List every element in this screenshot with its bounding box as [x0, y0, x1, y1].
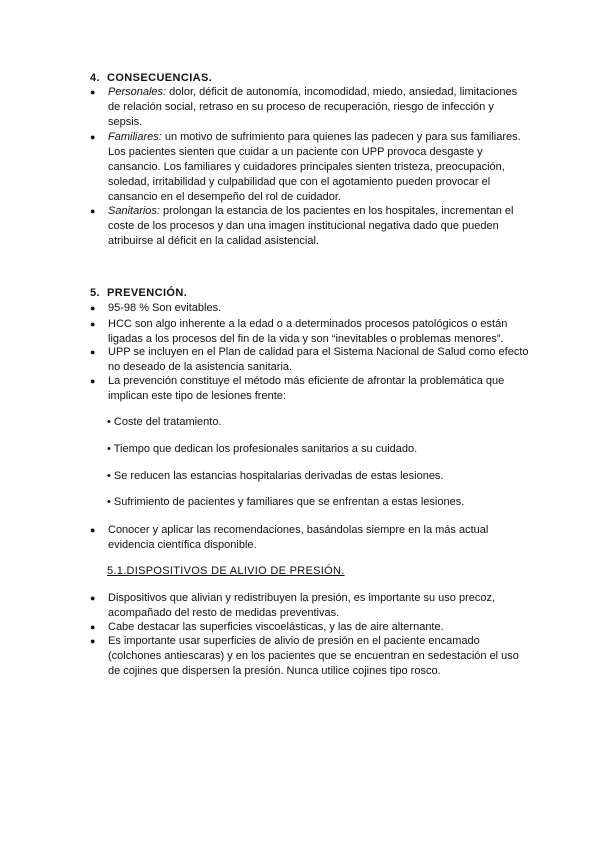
- bullet-icon: ●: [90, 132, 96, 142]
- device-item: [90, 634, 530, 679]
- consequence-sanitary-label: Sanitarios:: [108, 205, 160, 217]
- section-4-title: CONSECUENCIAS.: [107, 72, 213, 84]
- consequence-sanitary-text: prolongan la estancia de los pacientes en los hospitales, incrementan el coste de los procesos y dan una imagen institucional negativa dado que pueden atribuirse al déficit en la calidad asistencial.: [108, 205, 514, 247]
- consequence-family-item: [90, 130, 530, 205]
- prevention-item: [90, 345, 530, 375]
- device-item: [90, 591, 530, 621]
- prevention-item: [90, 317, 530, 347]
- bullet-icon: ●: [90, 206, 96, 216]
- device-item-text: Cabe destacar las superficies viscoelásticas, y las de aire alternante.: [108, 621, 444, 633]
- prevention-subitem: • Sufrimiento de pacientes y familiares que se enfrentan a estas lesiones.: [107, 496, 465, 508]
- device-item: [90, 620, 530, 635]
- bullet-icon: ●: [90, 525, 96, 535]
- prevention-item-text: UPP se incluyen en el Plan de calidad para el Sistema Nacional de Salud como efecto no deseado de la asistencia sanitaria.: [108, 346, 529, 373]
- consequence-family-text: un motivo de sufrimiento para quienes las padecen y para sus familiares. Los pacientes sienten que cuidar a un paciente con UPP provoca desgaste y cansancio. Los familiares y cuidadores principales sienten tristeza, preocupación, soledad, irritabilidad y culpabilidad que con el agotamiento pueden provocar el cansancio en el desempeño del rol de cuidador.: [108, 131, 521, 203]
- prevention-subitem: • Se reducen las estancias hospitalarias derivadas de estas lesiones.: [107, 470, 444, 482]
- bullet-icon: ●: [90, 319, 96, 329]
- bullet-icon: ●: [90, 636, 96, 646]
- prevention-item: [90, 374, 530, 404]
- section-4-heading: [90, 71, 212, 85]
- prevention-item-text: 95-98 % Son evitables.: [108, 302, 222, 314]
- consequence-personal-item: [90, 85, 530, 130]
- prevention-subitem: • Coste del tratamiento.: [107, 416, 222, 428]
- section-5-1-heading: 5.1.DISPOSITIVOS DE ALIVIO DE PRESIÓN.: [107, 565, 345, 577]
- bullet-icon: ●: [90, 87, 96, 97]
- section-4-number: 4.: [90, 72, 100, 84]
- bullet-icon: ●: [90, 303, 96, 313]
- consequence-personal-label: Personales:: [108, 86, 167, 98]
- bullet-icon: ●: [90, 376, 96, 386]
- section-5-number: 5.: [90, 287, 100, 299]
- prevention-item: [90, 301, 530, 316]
- device-item-text: Es importante usar superficies de alivio de presión en el paciente encamado (colchones antiescaras) y en los pacientes que se encuentran en sedestación el uso de cojines que dispersen la presión. Nunca utilice cojines tipo rosco.: [108, 635, 519, 677]
- consequence-personal-text: dolor, déficit de autonomía, incomodidad, miedo, ansiedad, limitaciones de relación social, retraso en su proceso de recuperación, riesgo de infección y sepsis.: [108, 86, 518, 128]
- bullet-icon: ●: [90, 622, 96, 632]
- prevention-closing-text: Conocer y aplicar las recomendaciones, basándolas siempre en la más actual evidencia científica disponible.: [108, 524, 489, 551]
- bullet-icon: ●: [90, 593, 96, 603]
- section-5-heading: [90, 286, 187, 300]
- bullet-icon: ●: [90, 347, 96, 357]
- device-item-text: Dispositivos que alivian y redistribuyen la presión, es importante su uso precoz, acompañado del resto de medidas preventivas.: [108, 592, 496, 619]
- consequence-sanitary-item: [90, 204, 530, 249]
- prevention-subitem: • Tiempo que dedican los profesionales sanitarios a su cuidado.: [107, 443, 418, 455]
- prevention-item-text: HCC son algo inherente a la edad o a determinados procesos patológicos o están ligadas a los procesos del fin de la vida y son “inevitables o problemas menores”.: [108, 318, 508, 345]
- consequence-family-label: Familiares:: [108, 131, 162, 143]
- prevention-item-text: La prevención constituye el método más eficiente de afrontar la problemática que implican este tipo de lesiones frente:: [108, 375, 505, 402]
- prevention-closing-item: [90, 523, 530, 553]
- section-5-title: PREVENCIÓN.: [107, 287, 188, 299]
